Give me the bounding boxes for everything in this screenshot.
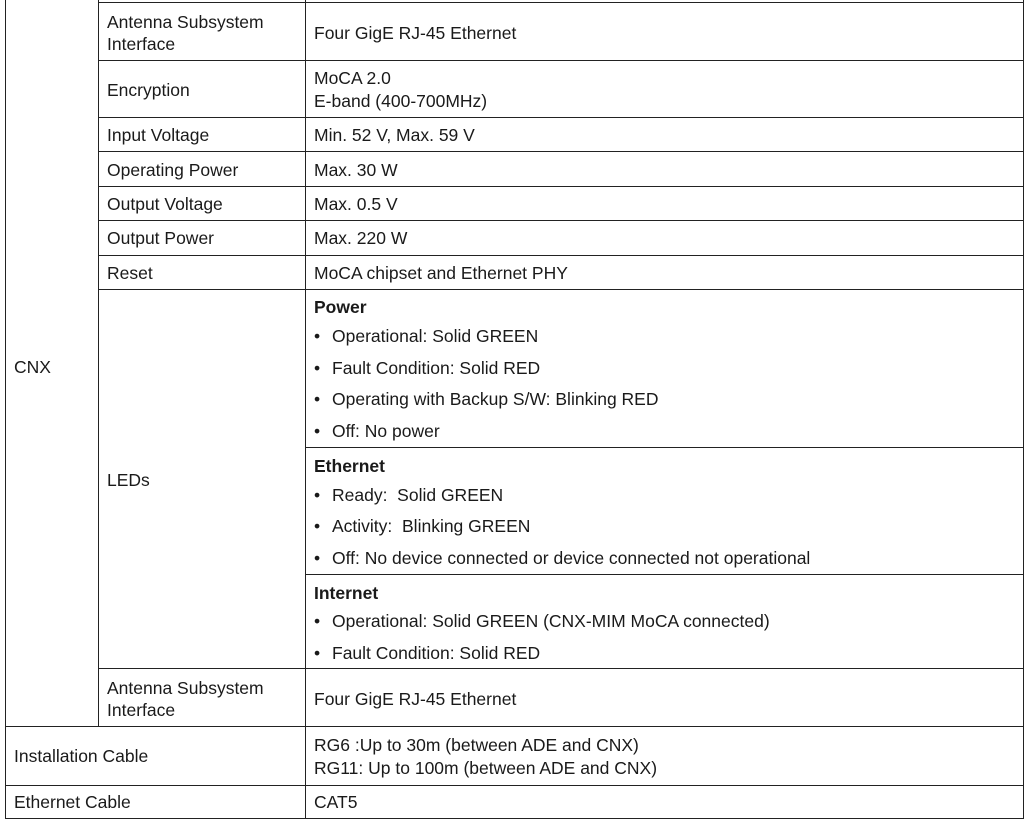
row-divider bbox=[98, 117, 1024, 118]
value-encryption: MoCA 2.0 bbox=[314, 68, 391, 88]
label-output-voltage: Output Voltage bbox=[107, 194, 223, 214]
table-border-right bbox=[1023, 0, 1024, 819]
leds-internet-heading: Internet bbox=[314, 583, 379, 603]
list-item: • Fault Condition: Solid RED bbox=[314, 643, 541, 663]
row-divider bbox=[98, 186, 1024, 187]
bullet-icon: • bbox=[314, 421, 321, 441]
bullet-icon: • bbox=[314, 611, 321, 631]
leds-sub-divider bbox=[305, 574, 1024, 575]
leds-power-heading: Power bbox=[314, 297, 367, 317]
row-divider bbox=[98, 289, 1024, 290]
list-item: • Ready: Solid GREEN bbox=[314, 485, 504, 505]
value-ethernet-cable: CAT5 bbox=[314, 792, 358, 812]
value-antenna-subsystem: Four GigE RJ-45 Ethernet bbox=[314, 23, 517, 43]
group-label-cnx: CNX bbox=[14, 357, 51, 377]
value-input-voltage: Min. 52 V, Max. 59 V bbox=[314, 125, 475, 145]
bullet-icon: • bbox=[314, 516, 321, 536]
row-divider bbox=[5, 726, 1024, 727]
label-ethernet-cable: Ethernet Cable bbox=[14, 792, 131, 812]
value-output-voltage: Max. 0.5 V bbox=[314, 194, 398, 214]
label-input-voltage: Input Voltage bbox=[107, 125, 210, 145]
label-reset: Reset bbox=[107, 263, 153, 283]
list-item: • Off: No device connected or device connected not operational bbox=[314, 548, 811, 568]
label-column-divider bbox=[305, 0, 306, 819]
label-antenna-subsystem: Antenna Subsystem bbox=[107, 678, 264, 698]
value-output-power: Max. 220 W bbox=[314, 228, 408, 248]
row-divider bbox=[98, 151, 1024, 152]
row-divider bbox=[98, 668, 1024, 669]
label-operating-power: Operating Power bbox=[107, 160, 239, 180]
list-item: • Operating with Backup S/W: Blinking RED bbox=[314, 389, 659, 409]
leds-ethernet-heading: Ethernet bbox=[314, 456, 385, 476]
label-encryption: Encryption bbox=[107, 80, 190, 100]
bullet-icon: • bbox=[314, 643, 321, 663]
leds-sub-divider bbox=[305, 447, 1024, 448]
label-antenna-subsystem: Antenna Subsystem bbox=[107, 12, 264, 32]
table-border-left bbox=[5, 0, 6, 819]
label-installation-cable: Installation Cable bbox=[14, 746, 149, 766]
label-leds: LEDs bbox=[107, 470, 150, 490]
label-antenna-subsystem: Interface bbox=[107, 700, 176, 720]
row-divider bbox=[98, 255, 1024, 256]
list-item: • Operational: Solid GREEN bbox=[314, 326, 539, 346]
value-antenna-subsystem: Four GigE RJ-45 Ethernet bbox=[314, 689, 517, 709]
table-border-top bbox=[98, 2, 1024, 3]
list-item: • Off: No power bbox=[314, 421, 440, 441]
bullet-icon: • bbox=[314, 358, 321, 378]
row-divider bbox=[98, 60, 1024, 61]
row-divider bbox=[98, 220, 1024, 221]
value-operating-power: Max. 30 W bbox=[314, 160, 398, 180]
value-encryption: E-band (400-700MHz) bbox=[314, 91, 488, 111]
bullet-icon: • bbox=[314, 326, 321, 346]
list-item: • Fault Condition: Solid RED bbox=[314, 358, 541, 378]
row-divider bbox=[5, 785, 1024, 786]
list-item: • Operational: Solid GREEN (CNX-MIM MoCA connected) bbox=[314, 611, 770, 631]
value-installation-cable: RG11: Up to 100m (between ADE and CNX) bbox=[314, 758, 658, 778]
label-output-power: Output Power bbox=[107, 228, 214, 248]
bullet-icon: • bbox=[314, 548, 321, 568]
bullet-icon: • bbox=[314, 485, 321, 505]
value-installation-cable: RG6 :Up to 30m (between ADE and CNX) bbox=[314, 735, 639, 755]
label-antenna-subsystem: Interface bbox=[107, 34, 176, 54]
bullet-icon: • bbox=[314, 389, 321, 409]
value-reset: MoCA chipset and Ethernet PHY bbox=[314, 263, 568, 283]
group-column-divider bbox=[98, 0, 99, 727]
list-item: • Activity: Blinking GREEN bbox=[314, 516, 531, 536]
table-border-bottom bbox=[5, 818, 1024, 819]
